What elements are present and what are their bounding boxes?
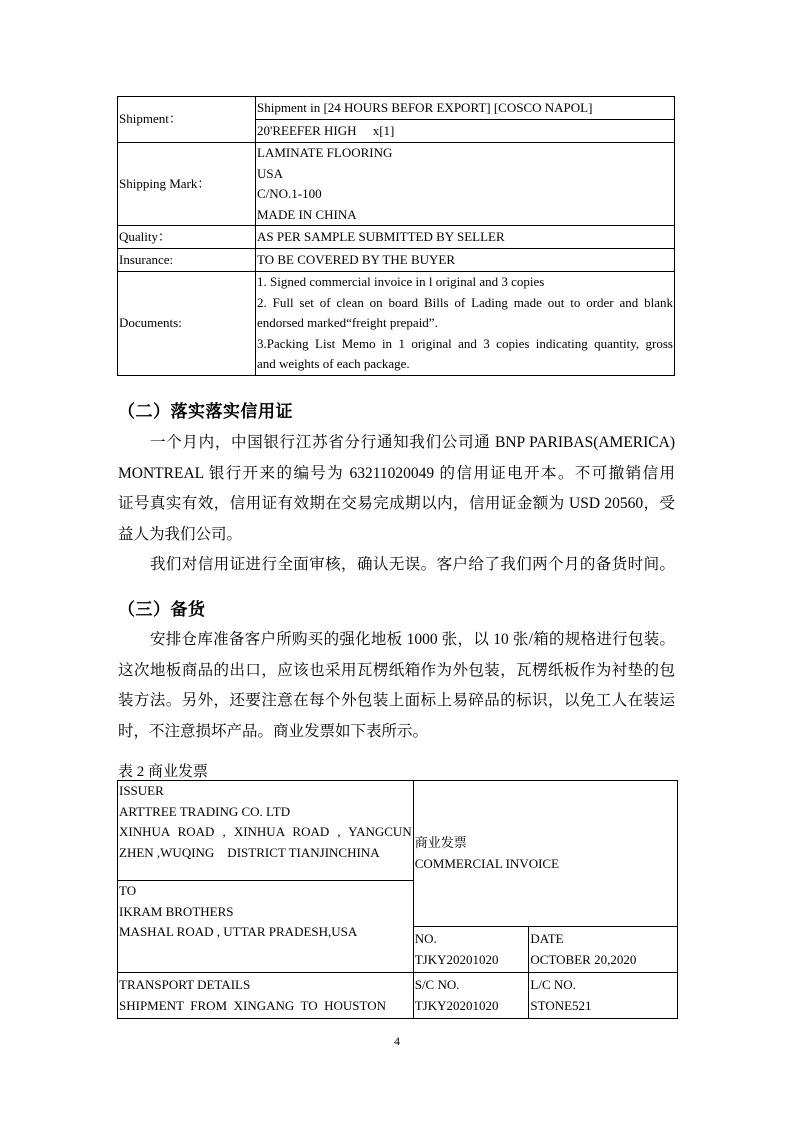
- paragraph-line: 益人为我们公司。: [118, 525, 243, 543]
- table-caption: 表 2 商业发票: [118, 764, 209, 780]
- shipping-mark-line: LAMINATE FLOORING: [257, 145, 393, 160]
- paragraph-line: 我们对信用证进行全面审核，确认无误。客户给了我们两个月的备货时间。: [150, 556, 675, 573]
- section-heading-credit: （二）落实落实信用证: [118, 402, 293, 422]
- paragraph-line: 证号真实有效，信用证有效期在交易完成期以内，信用证金额为 USD 20560，受: [118, 495, 675, 512]
- shipping-mark-line: USA: [257, 165, 284, 181]
- invoice-no-cell: [413, 927, 529, 973]
- quality-label: Quality：: [118, 226, 256, 249]
- issuer-line: XINHUA ROAD , XINHUA ROAD , YANGCUN: [119, 824, 412, 839]
- paragraph-line: MONTREAL 银行开来的编号为 63211020049 的信用证电开本。不可撤销信用: [118, 464, 675, 482]
- page-number: 4: [394, 1034, 400, 1048]
- credit-paragraph: [118, 428, 675, 581]
- quality-value: AS PER SAMPLE SUBMITTED BY SELLER: [256, 226, 675, 249]
- insurance-value: TO BE COVERED BY THE BUYER: [256, 249, 675, 272]
- transport-label: TRANSPORT DETAILS: [119, 977, 251, 992]
- shipping-mark-line: C/NO.1-100: [257, 186, 322, 201]
- invoice-title-cn: 商业发票: [414, 835, 467, 850]
- to-line: TO: [119, 883, 137, 898]
- invoice-title-en: COMMERCIAL INVOICE: [414, 855, 560, 871]
- shipment-line-2: 20'REEFER HIGH x[1]: [256, 120, 675, 143]
- issuer-line: ISSUER: [119, 783, 164, 798]
- to-cell: [118, 881, 414, 973]
- shipment-terms-table: [117, 96, 675, 376]
- lc-no-label: L/C NO.: [530, 977, 576, 992]
- lc-no-value: STONE521: [530, 997, 592, 1013]
- issuer-cell: [118, 781, 414, 881]
- documents-label: Documents:: [118, 272, 256, 376]
- documents-line: endorsed marked“freight prepaid”.: [257, 315, 438, 330]
- documents-line: 1. Signed commercial invoice in l original and 3 copies: [257, 274, 545, 289]
- section-heading-stock: （三）备货: [118, 600, 206, 620]
- paragraph-line: 安排仓库准备客户所购买的强化地板 1000 张，以 10 张/箱的规格进行包装。: [150, 631, 675, 648]
- invoice-no-value: TJKY20201020: [414, 951, 499, 967]
- shipping-mark-line: MADE IN CHINA: [257, 206, 357, 222]
- commercial-invoice-table: [117, 780, 678, 1019]
- invoice-title-cell: [413, 781, 677, 927]
- shipping-mark-label: Shipping Mark：: [118, 143, 256, 226]
- paragraph-line: 一个月内，中国银行江苏省分行通知我们公司通 BNP PARIBAS(AMERICA): [150, 434, 675, 451]
- transport-cell: [118, 973, 414, 1019]
- insurance-label: Insurance:: [118, 249, 256, 272]
- paragraph-line: 时，不注意损坏产品。商业发票如下表所示。: [118, 722, 429, 740]
- documents-line: and weights of each package.: [257, 356, 410, 371]
- to-line: IKRAM BROTHERS: [119, 903, 234, 919]
- shipment-label: Shipment：: [118, 97, 256, 143]
- paragraph-line: 装方法。另外，还要注意在每个外包装上面标上易碎品的标识，以免工人在装运: [118, 692, 675, 709]
- sc-no-cell: [413, 973, 529, 1019]
- shipping-mark-value: [256, 143, 675, 226]
- lc-no-cell: [529, 973, 678, 1019]
- invoice-date-cell: [529, 927, 678, 973]
- shipment-line-1: Shipment in [24 HOURS BEFOR EXPORT] [COSCO NAPOL]: [256, 97, 675, 120]
- documents-line: 2. Full set of clean on board Bills of Lading made out to order and blank: [257, 294, 673, 310]
- paragraph-line: 这次地板商品的出口，应该也采用瓦楞纸箱作为外包装，瓦楞纸板作为衬垫的包: [118, 661, 675, 679]
- documents-value: [256, 272, 675, 376]
- documents-line: 3.Packing List Memo in 1 original and 3 copies indicating quantity, gross: [257, 335, 673, 351]
- invoice-date-value: OCTOBER 20,2020: [530, 951, 637, 967]
- sc-no-value: TJKY20201020: [414, 997, 499, 1013]
- sc-no-label: S/C NO.: [414, 977, 460, 992]
- issuer-line: ARTTREE TRADING CO. LTD: [119, 803, 291, 819]
- to-line: MASHAL ROAD , UTTAR PRADESH,USA: [119, 924, 358, 939]
- invoice-no-label: NO.: [414, 931, 437, 946]
- issuer-line: ZHEN ,WUQING DISTRICT TIANJINCHINA: [119, 844, 380, 860]
- transport-value: SHIPMENT FROM XINGANG TO HOUSTON: [119, 997, 387, 1013]
- invoice-date-label: DATE: [530, 931, 564, 946]
- stock-paragraph: [118, 625, 675, 747]
